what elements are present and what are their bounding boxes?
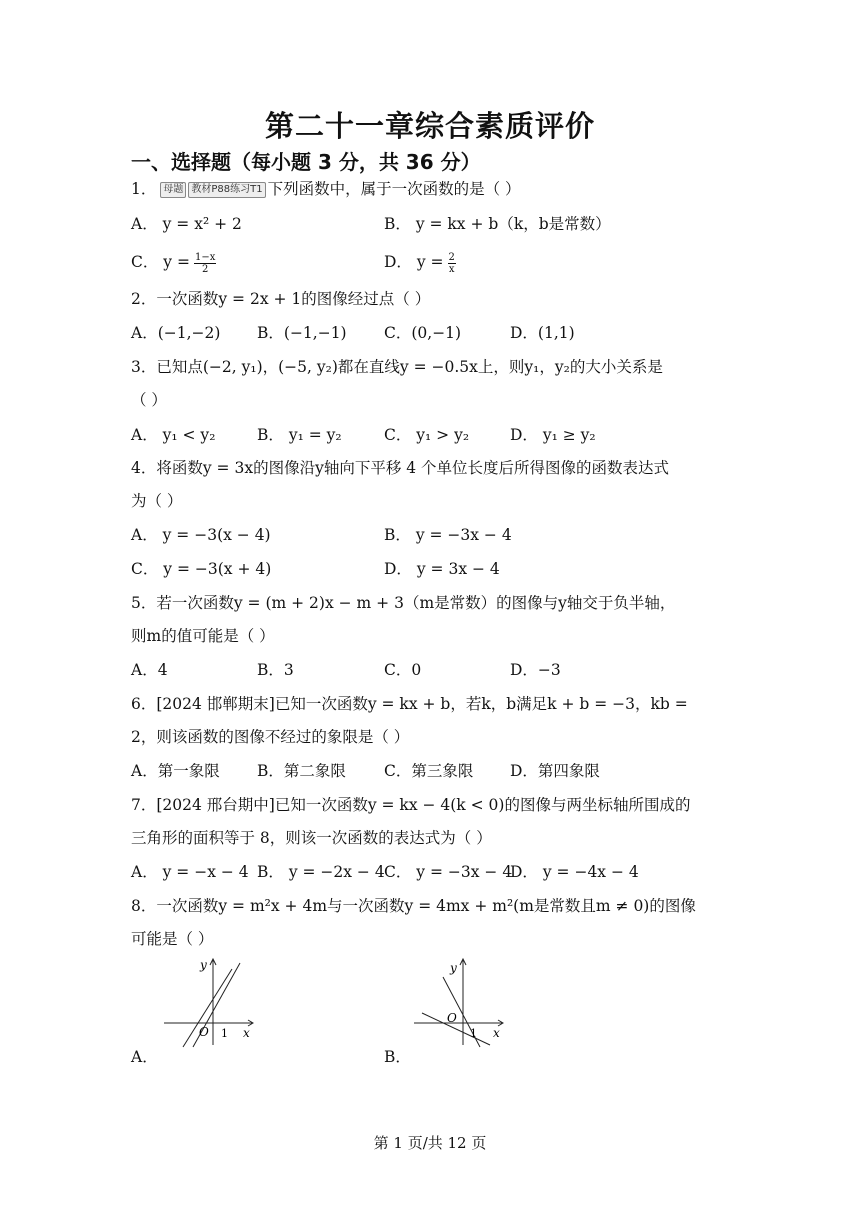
q6-option-b: B．第二象限 (257, 762, 346, 780)
section-heading: 一、选择题（每小题 3 分，共 36 分） (131, 150, 481, 174)
question-number: 1． (131, 180, 157, 198)
q4-option-b: B． y = −3x − 4 (384, 526, 512, 544)
question-4-line-1: 4．将函数y = 3x的图像沿y轴向下平移 4 个单位长度后所得图像的函数表达式 (131, 459, 670, 477)
q5-option-b: B．3 (257, 661, 294, 679)
q3-option-b: B． y₁ = y₂ (257, 426, 342, 444)
q4-option-a: A． y = −3(x − 4) (131, 526, 271, 544)
fraction (194, 252, 216, 275)
page-footer: 第 1 页/共 12 页 (373, 1134, 487, 1152)
y-axis-label: y (450, 961, 457, 975)
q7-option-b: B． y = −2x − 4 (257, 863, 385, 881)
page-title: 第二十一章综合素质评价 (264, 109, 595, 143)
q5-option-c: C．0 (384, 661, 422, 679)
question-8-line-2: 可能是（ ） (131, 930, 214, 948)
q2-option-a: A．(−1,−2) (131, 324, 221, 342)
x-axis-label: x (243, 1026, 250, 1040)
question-5-line-1: 5．若一次函数y = (m + 2)x − m + 3（m是常数）的图像与y轴交于负半轴， (131, 594, 676, 612)
question-6-line-2: 2，则该函数的图像不经过的象限是（ ） (131, 728, 410, 746)
fraction-denominator: 2 (201, 263, 209, 275)
q4-option-d: D． y = 3x − 4 (384, 560, 500, 578)
question-4-line-2: 为（ ） (131, 492, 183, 510)
q7-option-a: A． y = −x − 4 (131, 863, 249, 881)
q3-option-a: A． y₁ < y₂ (131, 426, 216, 444)
fraction-numerator: 2 (448, 251, 455, 263)
tick-label-1: 1 (470, 1027, 477, 1040)
q2-option-d: D．(1,1) (510, 324, 575, 342)
q3-option-d: D． y₁ ≥ y₂ (510, 426, 596, 444)
q1-option-a: A． y = x² + 2 (131, 215, 242, 233)
textbook-reference-badge: 教材P88练习T1 (188, 182, 265, 198)
q4-option-c: C． y = −3(x + 4) (131, 560, 272, 578)
origin-label: O (447, 1011, 457, 1025)
question-7-line-2: 三角形的面积等于 8，则该一次函数的表达式为（ ） (131, 829, 492, 847)
x-axis-label: x (493, 1026, 500, 1040)
origin-label: O (199, 1025, 209, 1039)
q6-option-a: A．第一象限 (131, 762, 220, 780)
q5-option-a: A．4 (131, 661, 168, 679)
tick-label-1: 1 (221, 1027, 228, 1040)
option-prefix: D． y = (384, 253, 444, 271)
question-3-line-1: 3．已知点(−2, y₁)，(−5, y₂)都在直线y = −0.5x上，则y₁，y₂的大小关系是 (131, 358, 663, 376)
y-axis-label: y (200, 958, 207, 972)
q2-option-c: C．(0,−1) (384, 324, 462, 342)
q8-option-a: A． (131, 1048, 158, 1066)
q1-option-c (131, 251, 216, 275)
fraction-denominator: x (448, 263, 455, 275)
question-1 (131, 178, 521, 200)
q8-option-b: B． (384, 1048, 411, 1066)
q2-option-b: B．(−1,−1) (257, 324, 347, 342)
q1-option-b: B． y = kx + b（k，b是常数） (384, 215, 611, 233)
question-text: 下列函数中，属于一次函数的是（ ） (267, 180, 521, 198)
q8-graph-b (408, 955, 508, 1051)
question-7-line-1: 7．[2024 邢台期中]已知一次函数y = kx − 4(k < 0)的图像与两坐标轴所围成的 (131, 796, 691, 814)
question-6-line-1: 6．[2024 邯郸期末]已知一次函数y = kx + b，若k，b满足k + b = −3，kb = (131, 695, 688, 713)
q6-option-d: D．第四象限 (510, 762, 600, 780)
q3-option-c: C． y₁ > y₂ (384, 426, 470, 444)
fraction-numerator: 1−x (194, 251, 216, 263)
q7-option-c: C． y = −3x − 4 (384, 863, 513, 881)
fraction (448, 252, 456, 275)
q1-option-d (384, 251, 456, 275)
q5-option-d: D．−3 (510, 661, 561, 679)
question-2: 2．一次函数y = 2x + 1的图像经过点（ ） (131, 290, 431, 308)
question-5-line-2: 则m的值可能是（ ） (131, 627, 275, 645)
q6-option-c: C．第三象限 (384, 762, 474, 780)
q7-option-d: D． y = −4x − 4 (510, 863, 639, 881)
question-8-line-1: 8．一次函数y = m²x + 4m与一次函数y = 4mx + m²(m是常数且m ≠ 0)的图像 (131, 897, 696, 915)
question-3-line-2: （ ） (131, 391, 167, 409)
mother-question-badge: 母题 (160, 182, 186, 198)
option-prefix: C． y = (131, 253, 190, 271)
q8-graph-a (158, 955, 258, 1051)
